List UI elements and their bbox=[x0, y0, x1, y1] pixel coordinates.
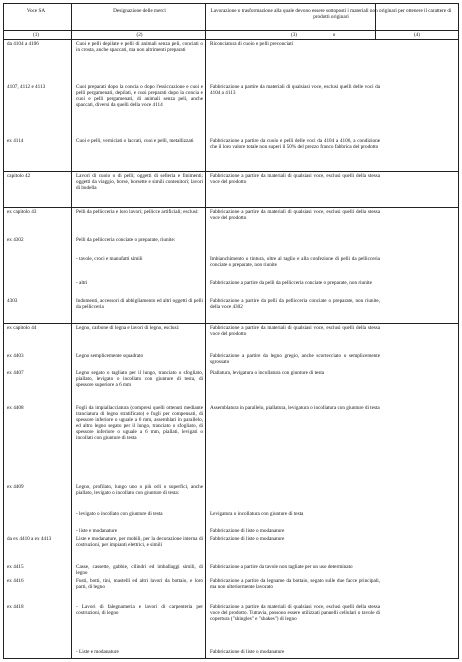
header-col2: Designazione delle merci bbox=[113, 8, 166, 14]
row-code: ex 4403 bbox=[7, 353, 24, 359]
row-rule: Fabbricazione di liste o modanature bbox=[210, 536, 285, 542]
row-description: Fogli da impiallacciatura (compresi quelli ottenuti mediante tranciatura di legno stratificato) e fogli per compensati, di spessore inferiore o uguale a 6 mm, assemblati in parallelo, ed altro legno segato per il lungo, tranciato o sfogliato, di spessore inferiore o uguale a 6 mm, piallati, levigati o incollati con giunture di testa bbox=[76, 405, 203, 442]
row-divider bbox=[4, 171, 458, 172]
column-number-3: (3) bbox=[290, 32, 298, 38]
row-rule: Levigatura o incollatura con giunture di testa bbox=[210, 511, 304, 517]
row-description: Casse, cassette, gabbie, cilindri ed imballaggi simili, di legno bbox=[76, 564, 203, 577]
row-code: ex 4416 bbox=[7, 578, 24, 584]
row-description: Legno semplicemente squadrato bbox=[76, 353, 144, 359]
row-description: Pelli da pellicceria e loro lavori; pellicce artificiali; esclusi: bbox=[76, 209, 199, 215]
row-code: ex 4415 bbox=[7, 564, 24, 570]
row-rule: Fabbricazione a partire da materiali di qualsiasi voce, esclusi quelli della stessa voce del prodotto bbox=[210, 173, 380, 186]
row-description: Legno segato o tagliato per il lungo, tranciato o sfogliato, piallato, levigato o incollato con giunture di testa, di spessore superiore a 6 mm bbox=[76, 370, 203, 389]
row-divider bbox=[4, 30, 458, 31]
row-description: Legno, profilato, lungo uno o più orli o superfici, anche piallato, levigato o incollato con giunture di testa: bbox=[76, 484, 203, 497]
row-divider bbox=[4, 323, 458, 324]
row-rule: Imbianchimento o tintura, oltre al taglio e alla confezione di pelli da pellicceria conciate o preparate, non riunite bbox=[210, 256, 380, 269]
row-description: - Liste e modanature bbox=[76, 649, 119, 655]
row-rule: Piallatura, levigatura o incollatura con giunture di testa bbox=[210, 370, 325, 376]
row-rule: Fabbricazione a partire da cuoio e pelli delle voci da 4104 a 4106, a condizione che il loro valore totale non superi il 50% del prezzo franco fabbrica del prodotto bbox=[210, 138, 380, 151]
header-col1: Voce SA bbox=[26, 8, 46, 14]
row-code: da 4104 a 4106 bbox=[7, 41, 39, 47]
row-rule: Fabbricazione a partire da materiali di qualsiasi voce, esclusi quelli delle voci da 4104 a 4113 bbox=[210, 84, 380, 97]
row-description: - altri bbox=[76, 280, 88, 286]
row-rule: Fabbricazione a partire da legname da bottaio, segato sulle due facce principali, ma non ulteriormente lavorato bbox=[210, 578, 380, 591]
column-divider bbox=[205, 4, 206, 658]
row-rule: Fabbricazione a partire da materiali di qualsiasi voce, esclusi quelli della stessa voce del prodotto bbox=[210, 325, 380, 338]
row-description: Fusti, botti, tini, mastelli ed altri lavori da bottaio, e loro parti, di legno bbox=[76, 578, 203, 591]
row-code: ex 4409 bbox=[7, 484, 24, 490]
row-rule: Riconciatura di cuoio e pelli preconciati bbox=[210, 41, 294, 47]
document-page bbox=[3, 3, 459, 659]
row-code: ex capitolo 43 bbox=[7, 209, 37, 215]
row-rule: Fabbricazione a partire da materiali di qualsiasi voce, esclusi quelli della stessa voce del prodotto bbox=[210, 209, 380, 222]
row-divider bbox=[4, 207, 458, 208]
column-number-1: (1) bbox=[32, 32, 40, 38]
row-description: - liste e modanature bbox=[76, 528, 118, 534]
row-divider bbox=[4, 39, 458, 40]
row-description: Cuoi e pelli, verniciati o laccati, cuoi e pelli, metallizzati bbox=[76, 138, 194, 144]
row-rule: Fabbricazione di liste o modanature bbox=[210, 528, 285, 534]
row-rule: Fabbricazione a partire da tavole non tagliate per un uso determinato bbox=[210, 564, 353, 570]
row-description: Indumenti, accessori di abbigliamento ed altri oggetti di pelli da pellicceria bbox=[76, 298, 203, 311]
column-number-4: (4) bbox=[413, 32, 421, 38]
row-code: ex 4407 bbox=[7, 370, 24, 376]
row-code: capitolo 42 bbox=[7, 173, 31, 179]
row-description: - tavole, croci e manufatti simili bbox=[76, 256, 143, 262]
row-description: Legno, carbone di legna e lavori di legno, esclusi: bbox=[76, 325, 180, 331]
row-description: - levigato o incollato con giunture di testa bbox=[76, 511, 163, 517]
row-code: ex 4408 bbox=[7, 405, 24, 411]
header-col3: Lavorazione o trasformazione alla quale devono essere sottoposti i materiali non originari per ottenere il carattere di prodotti originari bbox=[210, 8, 452, 21]
row-rule: Assemblatura in parallelo, piallatura, levigatura o incollatura con giunture di testa bbox=[210, 405, 380, 411]
row-description: - Lavori di falegnameria e lavori di carpenteria per costruzioni, di legno bbox=[76, 604, 203, 617]
row-description: Lavori di cuoio o di pelli; oggetti di selleria e finimenti; oggetti da viaggio, borse, borsette e simili contenitori; lavori di budella bbox=[76, 173, 203, 192]
row-code: 4303 bbox=[7, 298, 18, 304]
row-rule: Fabbricazione di liste o modanature bbox=[210, 649, 285, 655]
row-rule: Fabbricazione a partire da pelli da pellicceria conciate o preparate, non riunite bbox=[210, 280, 372, 286]
row-code: ex 4418 bbox=[7, 604, 24, 610]
or-label: o bbox=[332, 32, 336, 38]
row-rule: Fabbricazione a partire da pelli da pellicceria conciate o preparate, non riunite, della voce 4302 bbox=[210, 298, 380, 311]
column-number-2: (2) bbox=[136, 32, 143, 38]
row-description: Pelli da pellicceria conciate o preparate, riunite: bbox=[76, 237, 176, 243]
row-code: 4107, 4112 e 4113 bbox=[7, 84, 46, 90]
row-description: Cuoi e pelli depilate e pelli di animali senza peli, conciati o in crosta, anche spaccati, ma non altrimenti preparati bbox=[76, 41, 203, 54]
row-code: ex 4114 bbox=[7, 138, 24, 144]
row-code: ex capitolo 44 bbox=[7, 325, 37, 331]
row-description: Liste e modanature, per mobili, per la decorazione interna di costruzioni, per impianti elettrici, e simili bbox=[76, 536, 203, 549]
row-description: Cuoi preparati dopo la concia o dopo l'essiccazione e cuoi e pelli pergamenati, depilati, e cuoi preparati dopo la concia e cuoi e pelli pergamenati, di animali senza peli, anche spaccati, diversi da quelli della voce 4114 bbox=[76, 84, 203, 109]
row-rule: Fabbricazione a partire da materiali di qualsiasi voce, esclusi quelli della stessa voce del prodotto. Tuttavia, possono essere utilizzati pannelli cellulari o tavole di copertura ("shingles" e "shakes") di legno bbox=[210, 604, 380, 623]
column-divider bbox=[71, 4, 72, 658]
row-rule: Fabbricazione a partire da legno gregio, anche scortecciato o semplicemente sgrossato bbox=[210, 353, 380, 366]
row-code: ex 4302 bbox=[7, 237, 24, 243]
row-code: da ex 4410 a ex 4413 bbox=[7, 536, 52, 542]
